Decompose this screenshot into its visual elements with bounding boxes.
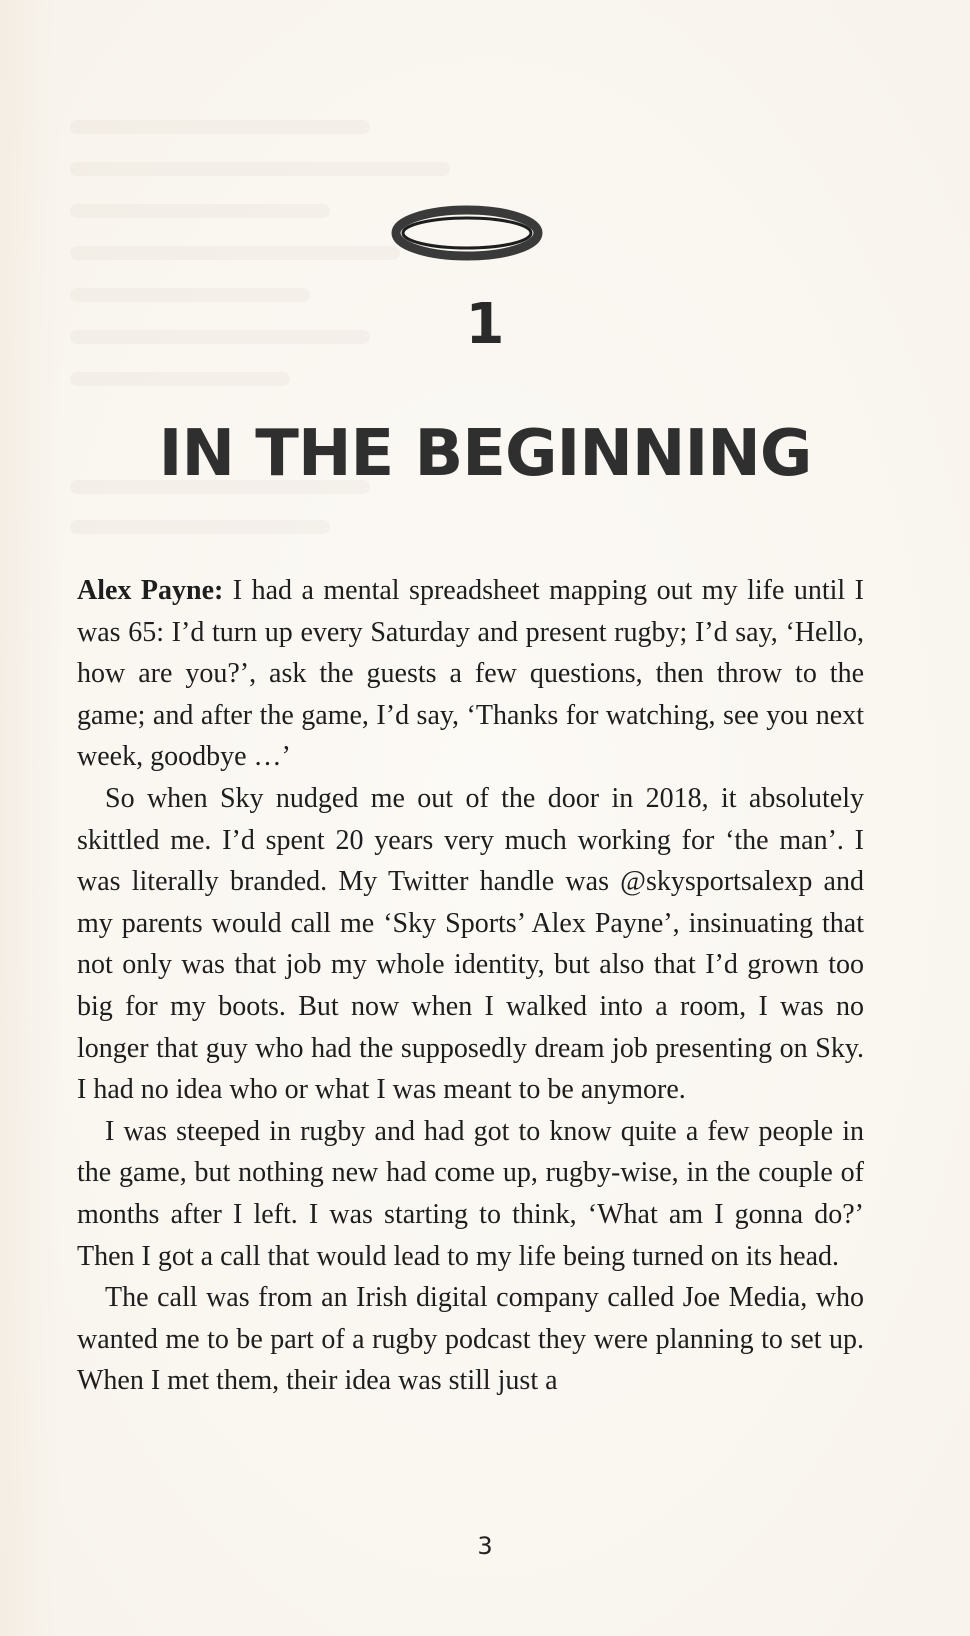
show-through-line xyxy=(70,372,290,386)
paragraph: So when Sky nudged me out of the door in 2018, it absolutely skittled me. I’d spent 20 years very much working for ‘the man’. I was literally branded. My Twitter handle was @skysportsalexp and my parents would call me ‘Sky Sports’ Alex Payne’, insinuating that not only was that job my whole identity, but also that I’d grown too big for my boots. But now when I walked into a room, I was no longer that guy who had the supposedly dream job presenting on Sky. I had no idea who or what I was meant to be anymore. xyxy=(77,782,864,1106)
show-through-line xyxy=(70,520,330,534)
show-through-line xyxy=(70,204,330,218)
paragraph: The call was from an Irish digital company called Joe Media, who wanted me to be part of a rugby podcast they were planning to set up. When I met them, their idea was still just a xyxy=(77,1282,864,1397)
halo-icon xyxy=(390,204,544,262)
chapter-body xyxy=(77,570,864,1402)
show-through-line xyxy=(70,162,450,176)
paragraph: I was steeped in rugby and had got to know quite a few people in the game, but nothing new had come up, rugby-wise, in the couple of months after I left. I was starting to think, ‘What am I gonna do?’ Then I got a call that would lead to my life being turned on its head. xyxy=(77,1115,864,1272)
paragraph-text: I had a mental spreadsheet mapping out my life until I was 65: I’d turn up every Saturday and present rugby; I’d say, ‘Hello, how are you?’, ask the guests a few questions, then throw to the game; and after the game, I’d say, ‘Thanks for watching, see you next week, goodbye …’ xyxy=(77,575,864,773)
show-through-line xyxy=(70,246,400,260)
chapter-title: IN THE BEGINNING xyxy=(158,417,812,491)
page-number: 3 xyxy=(477,1532,493,1560)
chapter-number: 1 xyxy=(465,292,505,357)
paragraph xyxy=(77,570,864,778)
speaker-name: Alex Payne: xyxy=(77,575,224,606)
show-through-line xyxy=(70,120,370,134)
